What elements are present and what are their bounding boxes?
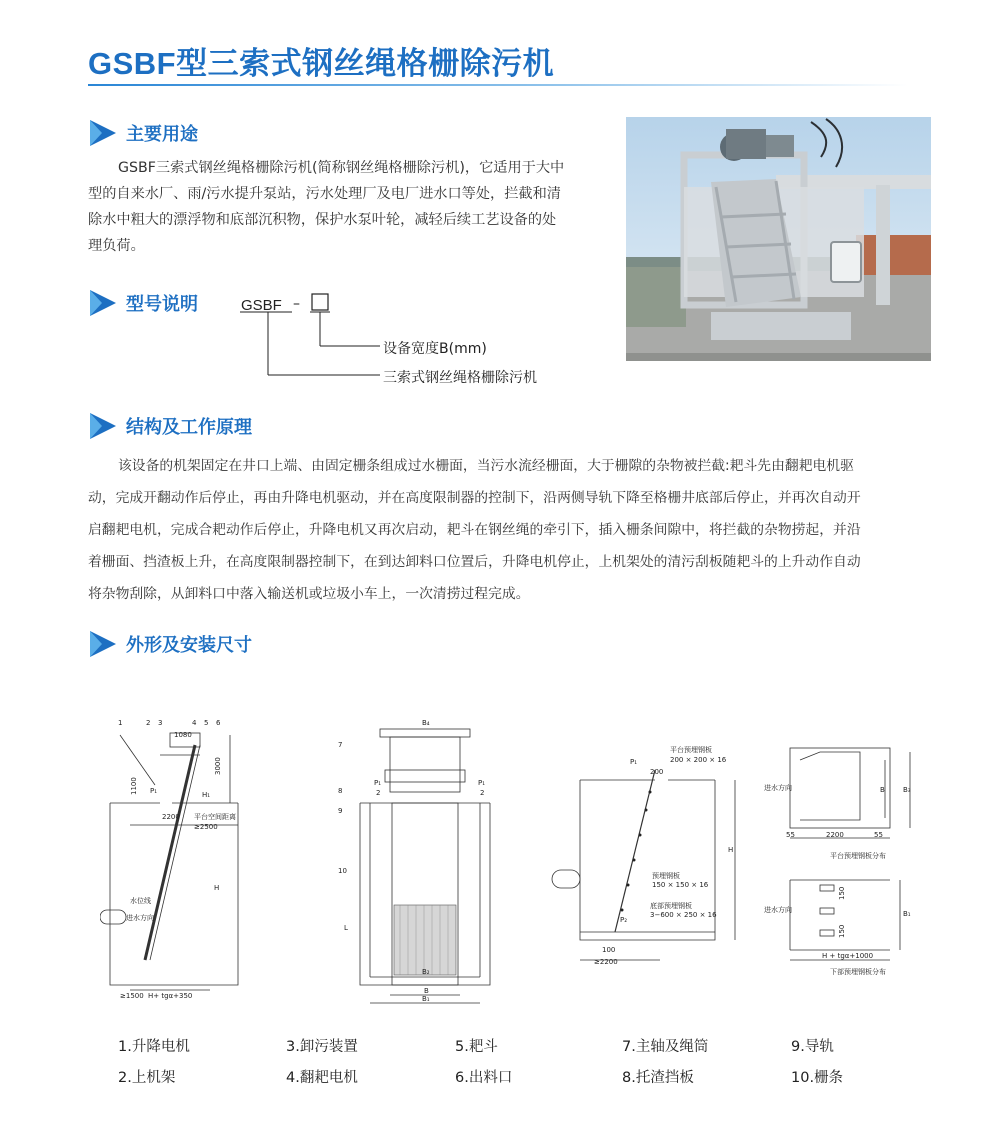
- side-elevation-drawing: [100, 715, 250, 1005]
- front-elevation-drawing: [330, 715, 500, 1005]
- usage-paragraph: GSBF三索式钢丝绳格栅除污机(简称钢丝绳格栅除污机)，它适用于大中 型的自来水厂、雨/污水提升泵站，污水处理厂及电厂进水口等处，拦截和清 除水中粗大的漂浮物和底部沉积物，保护水泵叶轮，减轻后续工艺设备的处 理负荷。: [88, 160, 565, 254]
- label-plate-mid-size: 150 × 150 × 16: [652, 881, 709, 889]
- plan-bottom-flow-dir: 进水方向: [764, 906, 792, 914]
- plan-bottom-caption: 下部预埋钢板分布: [830, 968, 886, 976]
- section-heading-model: 型号说明: [88, 287, 198, 319]
- label-p2: P₂: [620, 916, 628, 924]
- label-plate-top: 平台预埋钢板: [670, 746, 712, 754]
- legend-item-10: 10.栅条: [791, 1070, 844, 1086]
- plan-top-b3: B₃: [903, 786, 911, 794]
- label-two-left: 2: [376, 789, 381, 797]
- platform-plate-plan: [760, 740, 930, 870]
- plan-top-caption: 平台预埋钢板分布: [830, 852, 886, 860]
- label-two-right: 2: [480, 789, 485, 797]
- legend-item-5: 5.耙斗: [455, 1039, 498, 1055]
- plan-bottom-b1: B₁: [903, 910, 911, 918]
- plan-top-55b: 55: [874, 831, 883, 839]
- model-name-label: 三索式钢丝绳格栅除污机: [383, 370, 537, 386]
- section-labels: [594, 745, 733, 966]
- label-b4: B₄: [422, 719, 430, 727]
- label-1100: 1100: [130, 777, 138, 795]
- equipment-photo: [626, 117, 931, 361]
- label-plate-bot: 底部预埋钢板: [650, 902, 692, 910]
- label-1080: 1080: [174, 731, 192, 739]
- label-h: H: [214, 884, 220, 892]
- label-p1: P₁: [630, 758, 638, 766]
- label-plate-mid: 预埋钢板: [652, 872, 680, 880]
- label-p1-left: P₁: [374, 779, 382, 787]
- label-num-1: 1: [118, 719, 123, 727]
- label-p1: P₁: [150, 787, 158, 795]
- plan-top-55a: 55: [786, 831, 795, 839]
- legend-item-2: 2.上机架: [118, 1070, 176, 1086]
- label-b2: B₂: [422, 968, 430, 976]
- label-num-2: 2: [146, 719, 151, 727]
- plan-bottom-150a: 150: [838, 886, 846, 900]
- page-title: GSBF型三索式钢丝绳格栅除污机: [88, 46, 555, 81]
- label-h: H: [728, 846, 734, 854]
- legend-item-7: 7.主轴及绳筒: [622, 1039, 709, 1055]
- label-2200: 2200: [162, 813, 180, 821]
- label-ge2500: ≥2500: [194, 823, 218, 831]
- legend-item-6: 6.出料口: [455, 1070, 513, 1086]
- legend-item-1: 1.升降电机: [118, 1039, 190, 1055]
- label-flow-dir: 进水方向: [126, 914, 154, 922]
- label-plate-top-size: 200 × 200 × 16: [670, 756, 727, 764]
- title-underline: [88, 84, 908, 86]
- label-b1: B₁: [422, 995, 430, 1003]
- plan-top-2200: 2200: [826, 831, 844, 839]
- label-num-3: 3: [158, 719, 163, 727]
- section-arrow-icon: [88, 629, 118, 659]
- legend-item-3: 3.卸污装置: [286, 1039, 358, 1055]
- section-drawing: [550, 740, 750, 970]
- plan-top-flow-dir: 进水方向: [764, 784, 792, 792]
- label-plate-bot-size: 3−600 × 250 × 16: [650, 911, 717, 919]
- model-dash: –: [293, 296, 300, 312]
- label-htga: H+ tgα+350: [148, 992, 193, 1000]
- plan-bottom-150b: 150: [838, 924, 846, 938]
- label-200: 200: [650, 768, 664, 776]
- section-arrow-icon: [88, 118, 118, 148]
- label-l: L: [344, 924, 348, 932]
- label-num-9: 9: [338, 807, 343, 815]
- label-b: B: [424, 987, 429, 995]
- model-code: GSBF: [241, 297, 282, 314]
- section-heading-usage: 主要用途: [88, 117, 198, 149]
- label-num-6: 6: [216, 719, 221, 727]
- section-heading-dimensions: 外形及安装尺寸: [88, 628, 252, 660]
- section-arrow-icon: [88, 411, 118, 441]
- plan-top-b: B: [880, 786, 885, 794]
- model-callout-lines: [230, 290, 390, 390]
- side-labels: [118, 719, 236, 1000]
- principle-paragraph: 该设备的机架固定在井口上端、由固定栅条组成过水栅面，当污水流经栅面，大于栅隙的杂物被拦截:耙斗先由翻耙电机驱 动，完成开翻动作后停止，再由升降电机驱动，并在高度限制器的控制下，沿两侧导轨下降至格栅井底部后停止，并再次自动开 启翻耙电机，完成合耙动作后停止，升降电机又再次启动，耙斗在钢丝绳的牵引下，插入栅条间隙中，将拦截的杂物捞起，并沿 着栅面、挡渣板上升，在高度限制器控制下，在到达卸料口位置后，升降电机停止，上机架处的清污刮板随耙斗的上升动作自动 将杂物刮除，从卸料口中落入输送机或垃圾小车上，一次清捞过程完成。: [88, 458, 861, 602]
- label-num-8: 8: [338, 787, 343, 795]
- label-platform: 平台空间距离: [194, 813, 236, 821]
- label-num-4: 4: [192, 719, 197, 727]
- label-3000: 3000: [214, 757, 222, 775]
- label-100: 100: [602, 946, 616, 954]
- legend-item-4: 4.翻耙电机: [286, 1070, 358, 1086]
- bottom-plate-plan: [760, 870, 930, 985]
- label-num-7: 7: [338, 741, 343, 749]
- label-ge2200: ≥2200: [594, 958, 618, 966]
- label-num-10: 10: [338, 867, 347, 875]
- label-p1-right: P₁: [478, 779, 486, 787]
- plan-bottom-htga: H + tgα+1000: [822, 952, 874, 960]
- section-heading-principle: 结构及工作原理: [88, 410, 252, 442]
- label-num-5: 5: [204, 719, 209, 727]
- label-water-level: 水位线: [130, 897, 151, 905]
- legend-item-9: 9.导轨: [791, 1039, 834, 1055]
- section-arrow-icon: [88, 288, 118, 318]
- legend-item-8: 8.托渣挡板: [622, 1070, 694, 1086]
- model-width-label: 设备宽度B(mm): [383, 341, 487, 357]
- label-h1: H₁: [202, 791, 211, 799]
- label-ge1500: ≥1500: [120, 992, 144, 1000]
